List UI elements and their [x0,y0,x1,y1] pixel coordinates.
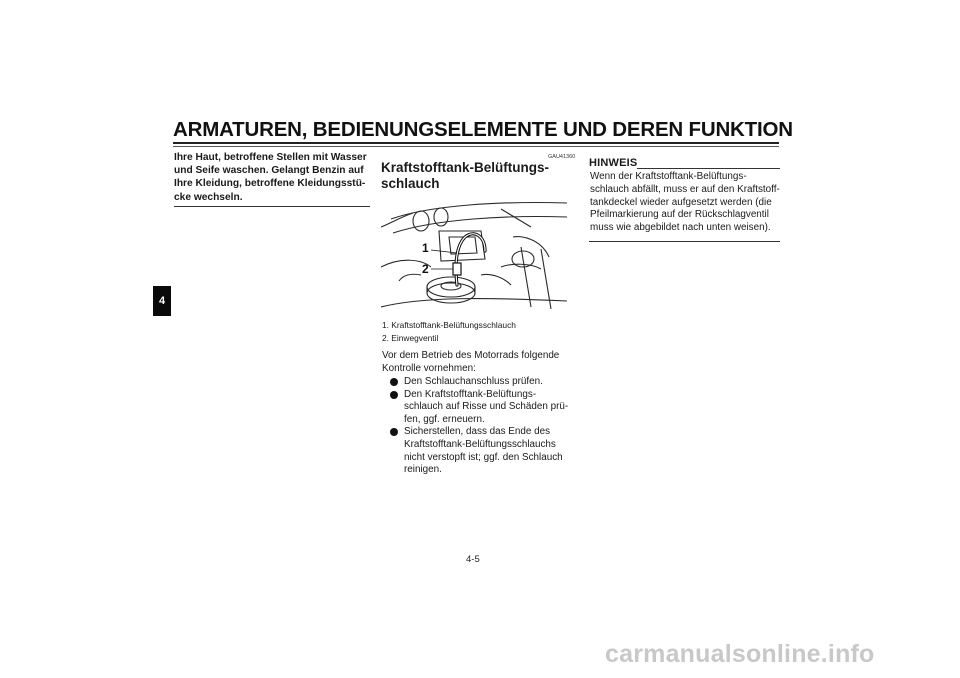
bullet-icon [390,378,398,386]
warning-rule [174,206,370,207]
check-list [390,376,572,477]
callout-1: 1 [422,241,429,255]
note-rule-top [637,168,780,169]
title-rule-thin [173,146,779,147]
breather-hose-drawing [381,197,567,316]
reference-code: GAU41360 [548,154,576,160]
caption-item: 1. Kraftstofftank-Belüftungsschlauch [382,320,516,330]
section-heading [381,160,571,191]
intro-text: Vor dem Betrieb des Motorrads folgende Kontrolle vornehmen: [382,350,560,374]
section-heading-line1: Kraftstofftank-Belüftungs- [381,160,549,175]
list-item [390,426,572,476]
figure-captions [382,319,516,344]
bullet-icon [390,391,398,399]
page-title: ARMATUREN, BEDIENUNGSELEMENTE UND DEREN FUNKTION [173,118,793,141]
list-item-text: Den Kraftstofftank-Belüftungs-schlauch auf Risse und Schäden prü-fen, ggf. erneuern. [404,388,569,425]
list-item [390,376,572,389]
list-item-text: Den Schlauchanschluss prüfen. [404,376,543,387]
warning-text: Ihre Haut, betroffene Stellen mit Wasser und Seife waschen. Gelangt Benzin auf Ihre Kleidung, betroffene Kleidungsstü-cke wechseln. [174,152,367,203]
note-heading: HINWEIS [589,157,638,169]
section-heading-line2: schlauch [381,175,440,191]
list-item [390,389,572,427]
callout-2: 2 [422,262,429,276]
title-rule [173,142,779,144]
note-rule-bottom [589,241,780,242]
list-item-text: Sicherstellen, dass das Ende des Kraftstofftank-Belüftungsschlauchs nicht verstopft ist; ggf. den Schlauch reinigen. [404,426,563,476]
bullet-icon [390,428,398,436]
watermark: carmanualsonline.info [605,640,875,668]
fuel-tank-breather-hose-illustration [381,197,567,316]
chapter-tab: 4 [153,286,171,316]
page-number: 4-5 [466,554,480,565]
caption-item: 2. Einwegventil [382,332,439,343]
note-text: Wenn der Kraftstofftank-Belüftungs-schlauch abfällt, muss er auf den Kraftstoff-tankdeckel wieder aufgesetzt werden (die Pfeilmarkierung auf der Rückschlagventil muss wie abgebildet nach unten weisen). [590,171,780,234]
